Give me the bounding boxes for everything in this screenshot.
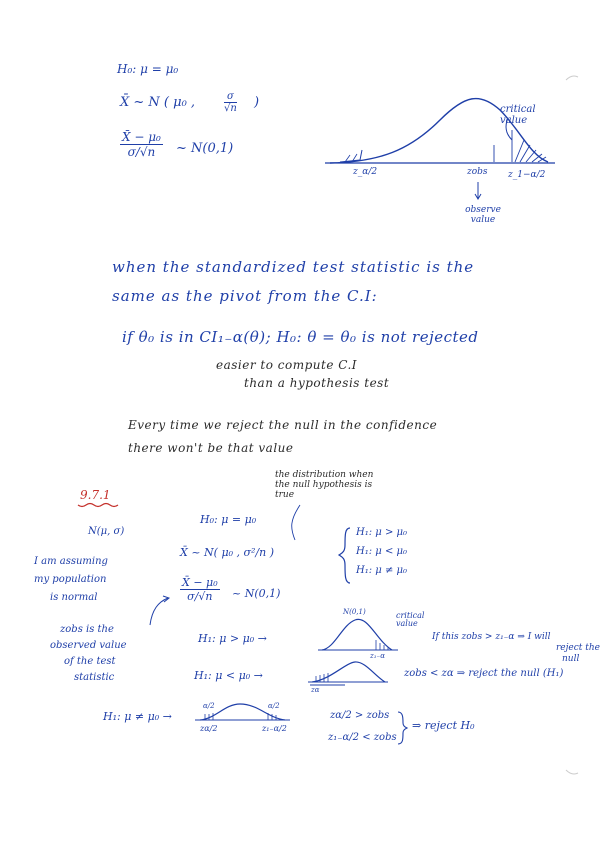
distribution-note: the distribution when the null hypothesis is true: [275, 470, 374, 500]
assume-line-1: I am assuming: [34, 556, 108, 567]
curve1-z: z₁₋α: [370, 652, 385, 660]
curve1-n01: N(0,1): [343, 608, 366, 616]
assume-line-2: my population: [34, 574, 107, 585]
frac-num: σ: [224, 91, 237, 103]
result-greater: If this zobs > z₁₋α ⇒ I will: [432, 632, 551, 642]
standardized-fraction: [120, 130, 163, 159]
zobs-note-1: zobs is the: [60, 624, 114, 635]
curve-right-tailed: [322, 619, 392, 650]
frac-den: √n: [224, 103, 237, 114]
note-line-2: same as the pivot from the C.I:: [112, 287, 378, 305]
zobs-note-arrow: [150, 598, 168, 625]
zobs-note-2: observed value: [50, 640, 127, 651]
std-num-bottom: X̄ − μ₀: [182, 576, 218, 589]
z-right-label: z_1−α/2: [508, 170, 546, 180]
rule-not-equal: H₁: μ ≠ μ₀ →: [103, 710, 172, 723]
rule-less: H₁: μ < μ₀ →: [194, 669, 263, 682]
result-less: zobs < zα ⇒ reject the null (H₁): [404, 668, 564, 679]
curve2-z: zα: [311, 686, 320, 694]
result-ne-a: zα/2 > zobs: [330, 710, 390, 721]
std-tail-bottom: ~ N(0,1): [232, 587, 281, 600]
observe-value-label: observe value: [465, 205, 501, 225]
zobs-note-3: of the test: [64, 656, 116, 667]
result-greater-3: null: [562, 654, 580, 664]
h1-less: H₁: μ < μ₀: [356, 546, 408, 557]
h1-not-equal: H₁: μ ≠ μ₀: [356, 565, 408, 576]
curve3-z-left: zα/2: [200, 724, 218, 733]
xbar-bottom: X̄ ~ N( μ₀ , σ²/n ): [180, 546, 274, 559]
critical-value-label: critical value: [500, 104, 536, 126]
h1-greater: H₁: μ > μ₀: [356, 527, 408, 538]
section-underline: [78, 504, 118, 507]
note-line-5: than a hypothesis test: [244, 376, 390, 390]
note-line-6: Every time we reject the null in the confidence: [128, 418, 438, 432]
h0-top: H₀: μ = μ₀: [117, 62, 179, 76]
section-number: 9.7.1: [80, 488, 111, 502]
dist-note-arrow: [292, 505, 300, 540]
std-fraction-bottom: [180, 576, 220, 603]
alternatives-brace: [339, 528, 350, 583]
rule-greater: H₁: μ > μ₀ →: [198, 632, 267, 645]
h0-bottom: H₀: μ = μ₀: [200, 513, 257, 526]
std-num: X̄ − μ₀: [122, 130, 161, 144]
std-den: σ/√n: [127, 145, 156, 159]
result-brace: [398, 712, 407, 744]
curve3-z-right: z₁₋α/2: [262, 724, 287, 733]
n-mu-sigma: N(μ, σ): [88, 526, 125, 537]
zobs-note-4: statistic: [74, 672, 115, 683]
std-den-bottom: σ/√n: [187, 590, 213, 603]
std-normal-tail: ~ N(0,1): [176, 141, 234, 156]
xbar-dist-close: ): [254, 95, 260, 110]
curve3-alpha-right: α/2: [268, 702, 280, 710]
xbar-distribution: X̄ ~ N ( μ₀ ,: [120, 95, 196, 110]
note-line-4: easier to compute C.I: [216, 358, 358, 372]
zobs-label-top: zobs: [467, 167, 488, 177]
left-tail-shade: [340, 150, 362, 162]
curve-left-tailed: [312, 662, 385, 682]
curve3-alpha-left: α/2: [203, 702, 215, 710]
note-line-1: when the standardized test statistic is the: [112, 258, 475, 276]
result-ne-c: ⇒ reject H₀: [412, 719, 475, 732]
result-ne-b: z₁₋α/2 < zobs: [328, 732, 397, 743]
result-greater-2: reject the: [556, 643, 600, 653]
note-line-3: if θ₀ is in CI₁₋α(θ); H₀: θ = θ₀ is not rejected: [122, 328, 479, 346]
note-line-7: there won't be that value: [128, 441, 294, 455]
xbar-dist-fraction: [224, 91, 237, 114]
assume-line-3: is normal: [50, 592, 98, 603]
curve1-critical: critical value: [396, 611, 425, 628]
z-left-label: z_α/2: [353, 167, 378, 177]
